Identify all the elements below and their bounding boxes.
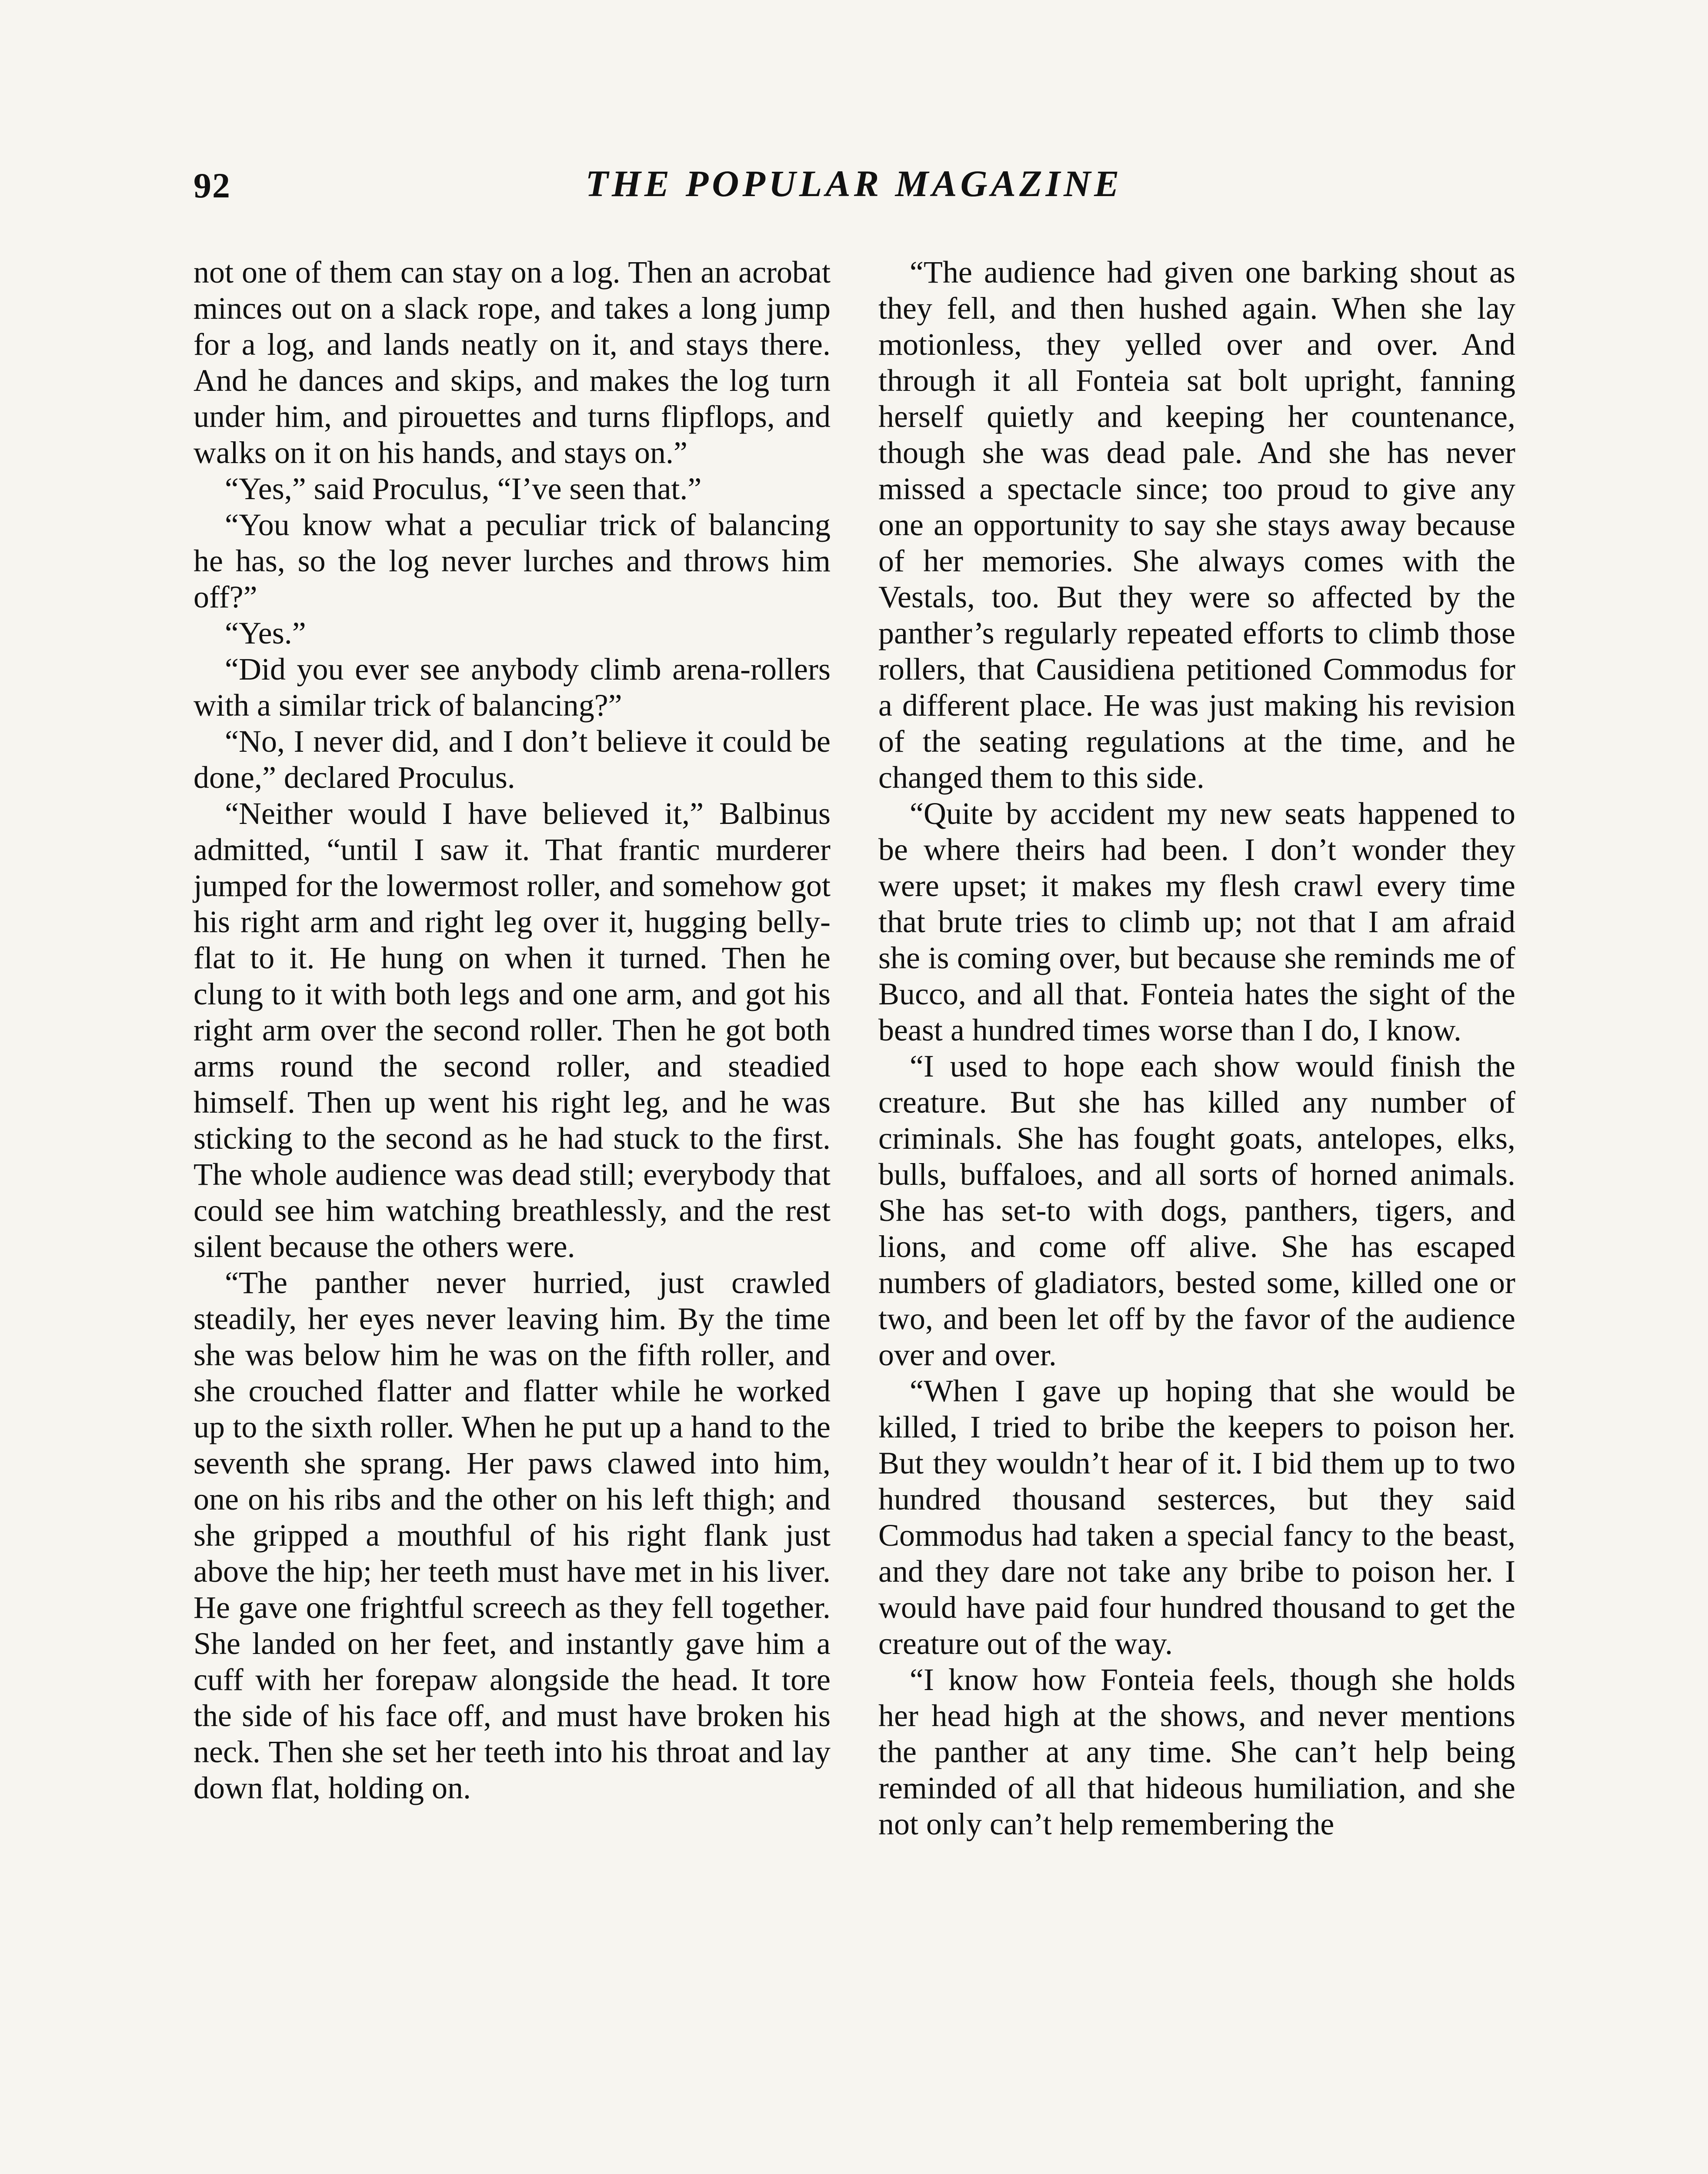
paragraph: “Neither would I have believed it,” Balbinus admitted, “until I saw it. That frantic murderer jumped for the lowermost roller, and somehow got his right arm and right leg over it, hugging belly-flat to it. He hung on when it turned. Then he clung to it with both legs and one arm, and got his right arm over the second roller. Then he got both arms round the second roller, and steadied himself. Then up went his right leg, and he was sticking to the second as he had stuck to the first. The whole audience was dead still; everybody that could see him watching breathlessly, and the rest silent because the others were.	[193, 796, 831, 1264]
paragraph: “The panther never hurried, just crawled steadily, her eyes never leaving him. By the time she was below him he was on the fifth roller, and she crouched flatter and flatter while he worked up to the sixth roller. When he put up a hand to the seventh she sprang. Her paws clawed into him, one on his ribs and the other on his left thigh; and she gripped a mouthful of his right flank just above the hip; her teeth must have met in his liver. He gave one frightful screech as they fell together. She landed on her feet, and instantly gave him a cuff with her forepaw alongside the head. It tore the side of his face off, and must have broken his neck. Then she set her teeth into his throat and lay down flat, holding on.	[193, 1265, 831, 1805]
paragraph: “When I gave up hoping that she would be killed, I tried to bribe the keepers to poison her. But they wouldn’t hear of it. I bid them up to two hundred thousand sesterces, but they said Commodus had taken a special fancy to the beast, and they dare not take any bribe to poison her. I would have paid four hundred thousand to get the creature out of the way.	[878, 1374, 1515, 1661]
paragraph: “I used to hope each show would finish the creature. But she has killed any number of criminals. She has fought goats, antelopes, elks, bulls, buffaloes, and all sorts of horned animals. She has set-to with dogs, panthers, tigers, and lions, and come off alive. She has escaped numbers of gladiators, bested some, killed one or two, and been let off by the favor of the audience over and over.	[878, 1049, 1515, 1372]
left-column	[193, 254, 831, 1806]
paragraph: “Yes,” said Proculus, “I’ve seen that.”	[225, 471, 702, 506]
paragraph: “No, I never did, and I don’t believe it could be done,” declared Proculus.	[193, 724, 831, 795]
paragraph: “Did you ever see anybody climb arena-rollers with a similar trick of balancing?”	[193, 652, 831, 723]
paragraph: “Yes.”	[225, 616, 306, 650]
page-number: 92	[193, 166, 231, 205]
paragraph: “I know how Fonteia feels, though she holds her head high at the shows, and never mentions the panther at any time. She can’t help being reminded of all that hideous humiliation, and she not only can’t help remembering the	[878, 1662, 1515, 1841]
paragraph: not one of them can stay on a log. Then an acrobat minces out on a slack rope, and takes a long jump for a log, and lands neatly on it, and stays there. And he dances and skips, and makes the log turn under him, and pirouettes and turns flipflops, and walks on it on his hands, and stays on.”	[193, 255, 831, 470]
paragraph: “The audience had given one barking shout as they fell, and then hushed again. When she lay motionless, they yelled over and over. And through it all Fonteia sat bolt upright, fanning herself quietly and keeping her countenance, though she was dead pale. And she has never missed a spectacle since; too proud to give any one an opportunity to say she stays away because of her memories. She always comes with the Vestals, too. But they were so affected by the panther’s regularly repeated efforts to climb those rollers, that Causidiena petitioned Commodus for a different place. He was just making his revision of the seating regulations at the time, and he changed them to this side.	[878, 255, 1515, 795]
paragraph: “Quite by accident my new seats happened to be where theirs had been. I don’t wonder they were upset; it makes my flesh crawl every time that brute tries to climb up; not that I am afraid she is coming over, but because she reminds me of Bucco, and all that. Fonteia hates the sight of the beast a hundred times worse than I do, I know.	[878, 796, 1515, 1047]
paragraph: “You know what a peculiar trick of balancing he has, so the log never lurches and throws him off?”	[193, 507, 831, 614]
page-header	[0, 165, 1708, 230]
right-column	[878, 254, 1515, 1842]
running-title: THE POPULAR MAGAZINE	[585, 163, 1123, 204]
